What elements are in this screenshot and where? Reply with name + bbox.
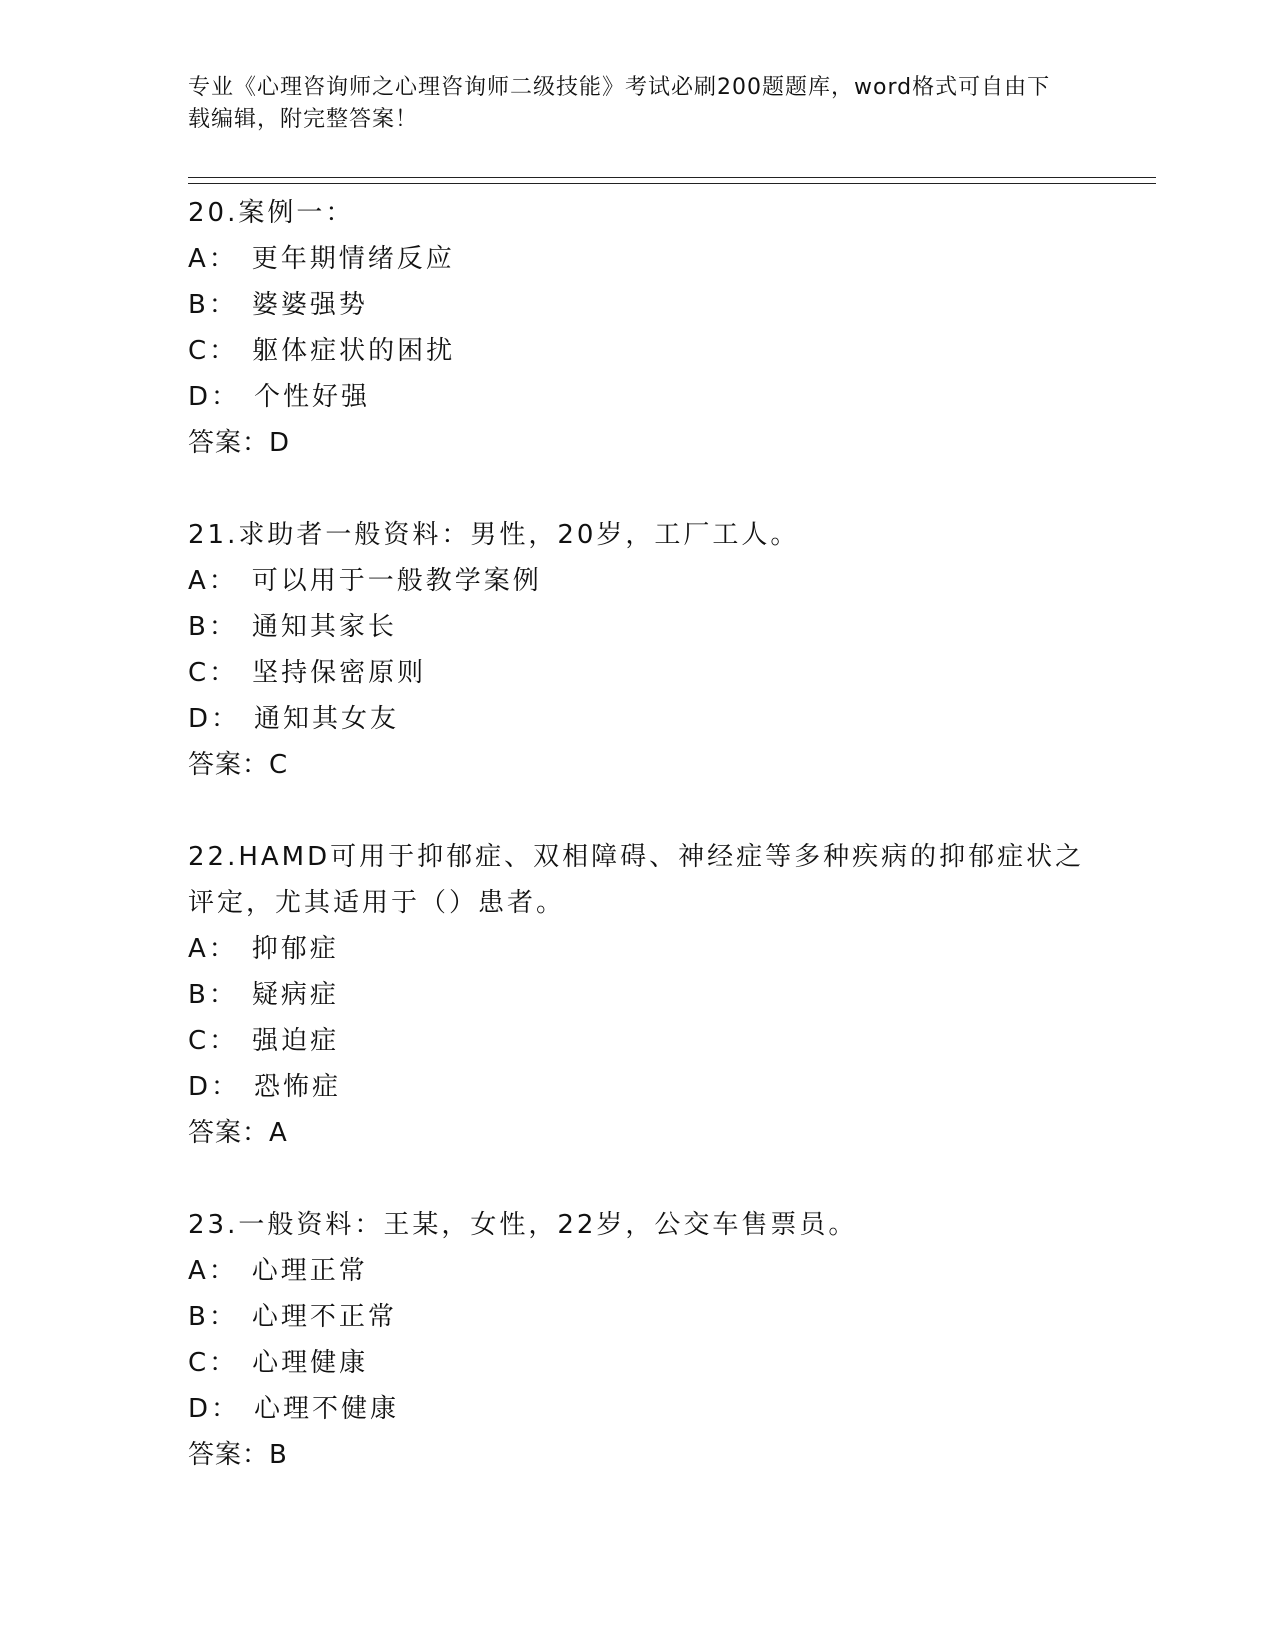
header-divider-bottom: [188, 183, 1156, 184]
question-22: [188, 834, 1088, 1156]
option-c: C： 躯体症状的困扰: [188, 336, 456, 366]
option-a: A： 心理正常: [188, 1256, 368, 1286]
option-c: C： 坚持保密原则: [188, 658, 427, 688]
answer-line: 答案：D: [188, 428, 291, 458]
option-a: A： 可以用于一般教学案例: [188, 566, 542, 596]
option-b: B： 通知其家长: [188, 612, 397, 642]
answer-line: 答案：B: [188, 1440, 288, 1470]
option-c: C： 强迫症: [188, 1026, 340, 1056]
question-stem: 21.求助者一般资料：男性，20岁，工厂工人。: [188, 520, 800, 550]
question-21: [188, 512, 1088, 788]
option-c: C： 心理健康: [188, 1348, 369, 1378]
option-a: A： 更年期情绪反应: [188, 244, 455, 274]
header-divider-top: [188, 177, 1156, 178]
question-stem: 23.一般资料：王某，女性，22岁，公交车售票员。: [188, 1210, 858, 1240]
option-d: D： 心理不健康: [188, 1394, 400, 1424]
option-d: D： 个性好强: [188, 382, 371, 412]
question-23: [188, 1202, 1088, 1478]
option-b: B： 心理不正常: [188, 1302, 397, 1332]
answer-line: 答案：A: [188, 1118, 288, 1148]
question-20: [188, 190, 1088, 466]
option-b: B： 疑病症: [188, 980, 339, 1010]
answer-line: 答案：C: [188, 750, 289, 780]
option-b: B： 婆婆强势: [188, 290, 368, 320]
question-list: [188, 190, 1088, 1524]
question-stem: 22.HAMD可用于抑郁症、双相障碍、神经症等多种疾病的抑郁症状之评定，尤其适用于（）患者。: [188, 842, 1085, 918]
option-a: A： 抑郁症: [188, 934, 339, 964]
question-stem: 20.案例一：: [188, 198, 355, 228]
option-d: D： 通知其女友: [188, 704, 400, 734]
option-d: D： 恐怖症: [188, 1072, 342, 1102]
document-header: 专业《心理咨询师之心理咨询师二级技能》考试必刷200题题库，word格式可自由下载编辑，附完整答案！: [188, 75, 1051, 132]
